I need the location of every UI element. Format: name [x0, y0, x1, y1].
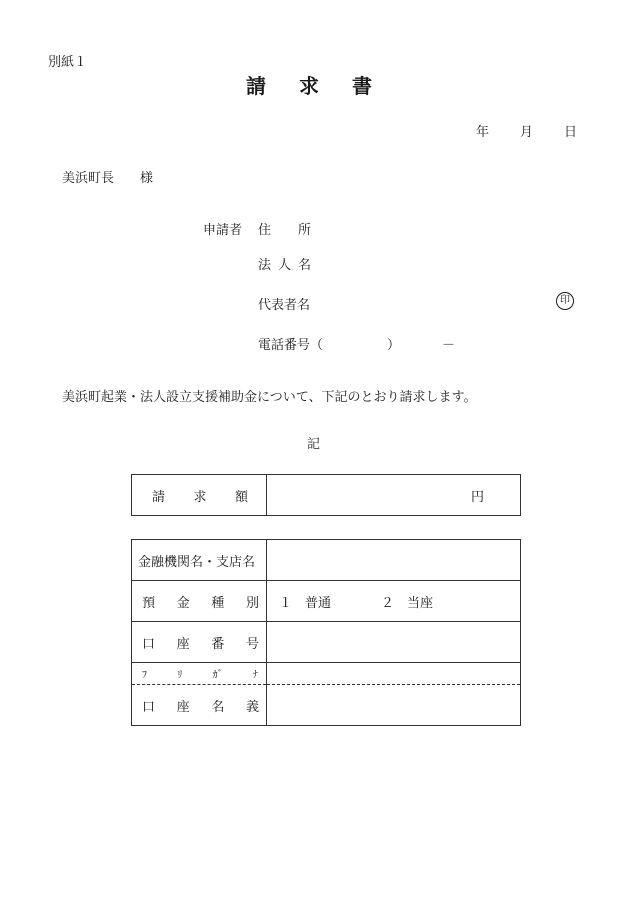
phone-close-paren: ） [387, 338, 401, 353]
corp-name-label [258, 254, 311, 273]
address-char-1: 住 [258, 223, 272, 238]
deposit-type-row [132, 581, 521, 622]
date-day-label: 日 [564, 125, 578, 140]
amount-unit: 円 [470, 489, 484, 505]
furigana-row [132, 663, 521, 685]
corp-char-1: 法 [258, 258, 272, 273]
account-number-char-4: 号 [245, 636, 259, 652]
title-char-3: 書 [352, 74, 372, 98]
recipient [62, 167, 153, 186]
furigana-char-1: ﾌ [142, 670, 147, 681]
date-line [476, 121, 577, 140]
account-number-row [132, 622, 521, 663]
account-holder-value-cell[interactable] [267, 685, 521, 726]
recipient-honorific: 様 [140, 171, 154, 186]
account-holder-char-2: 座 [176, 699, 190, 715]
amount-row [132, 475, 521, 516]
deposit-type-value-cell [267, 581, 521, 622]
deposit-option-current[interactable]: ２ 当座 [381, 595, 434, 611]
account-holder-char-3: 名 [211, 699, 225, 715]
account-holder-row [132, 685, 521, 726]
institution-label-cell [132, 540, 267, 581]
phone-dash: － [442, 338, 456, 353]
deposit-char-1: 預 [142, 595, 156, 611]
amount-table [131, 474, 521, 516]
attachment-label: 別紙１ [48, 55, 88, 70]
account-holder-char-1: 口 [142, 699, 156, 715]
account-number-label-cell [132, 622, 267, 663]
deposit-char-3: 種 [211, 595, 225, 611]
amount-label-cell [132, 475, 267, 516]
institution-value-cell[interactable] [267, 540, 521, 581]
document-title [246, 70, 372, 99]
account-holder-char-4: 義 [245, 699, 259, 715]
furigana-char-3: ｶﾞ [212, 670, 223, 681]
representative-label: 代表者名 [258, 298, 311, 313]
institution-label: 金融機関名・支店名 [138, 554, 256, 570]
title-char-2: 求 [299, 74, 319, 98]
account-number-char-3: 番 [211, 636, 225, 652]
title-char-1: 請 [246, 74, 266, 98]
furigana-char-4: ﾅ [252, 670, 258, 681]
deposit-option-ordinary[interactable]: １ 普通 [279, 595, 332, 611]
corp-char-3: 名 [298, 258, 312, 273]
address-label [258, 219, 311, 238]
account-holder-label-cell [132, 685, 267, 726]
furigana-char-2: ﾘ [177, 670, 183, 681]
seal-mark: 印 [556, 292, 574, 310]
ki-label: 記 [307, 437, 321, 452]
address-char-2: 所 [298, 223, 312, 238]
amount-label-char-3: 額 [234, 489, 248, 505]
corp-char-2: 人 [278, 258, 292, 273]
applicant-role-label: 申請者 [203, 223, 243, 238]
amount-label-char-2: 求 [193, 489, 207, 505]
amount-value-cell[interactable] [267, 475, 521, 516]
account-number-char-2: 座 [176, 636, 190, 652]
date-year-label: 年 [476, 125, 490, 140]
body-text: 美浜町起業・法人設立支援補助金について、下記のとおり請求します。 [62, 390, 477, 405]
phone-open-paren: （ [310, 338, 324, 353]
bank-table [131, 539, 521, 726]
amount-label-char-1: 請 [152, 489, 166, 505]
institution-row [132, 540, 521, 581]
account-number-value-cell[interactable] [267, 622, 521, 663]
phone-label: 電話番号 [258, 338, 311, 353]
furigana-label-cell [132, 663, 267, 685]
account-number-char-1: 口 [142, 636, 156, 652]
furigana-value-cell[interactable] [267, 663, 521, 685]
phone-line [258, 334, 455, 353]
date-month-label: 月 [520, 125, 534, 140]
deposit-char-4: 別 [245, 595, 259, 611]
deposit-char-2: 金 [176, 595, 190, 611]
deposit-type-label-cell [132, 581, 267, 622]
recipient-name: 美浜町長 [62, 171, 115, 186]
